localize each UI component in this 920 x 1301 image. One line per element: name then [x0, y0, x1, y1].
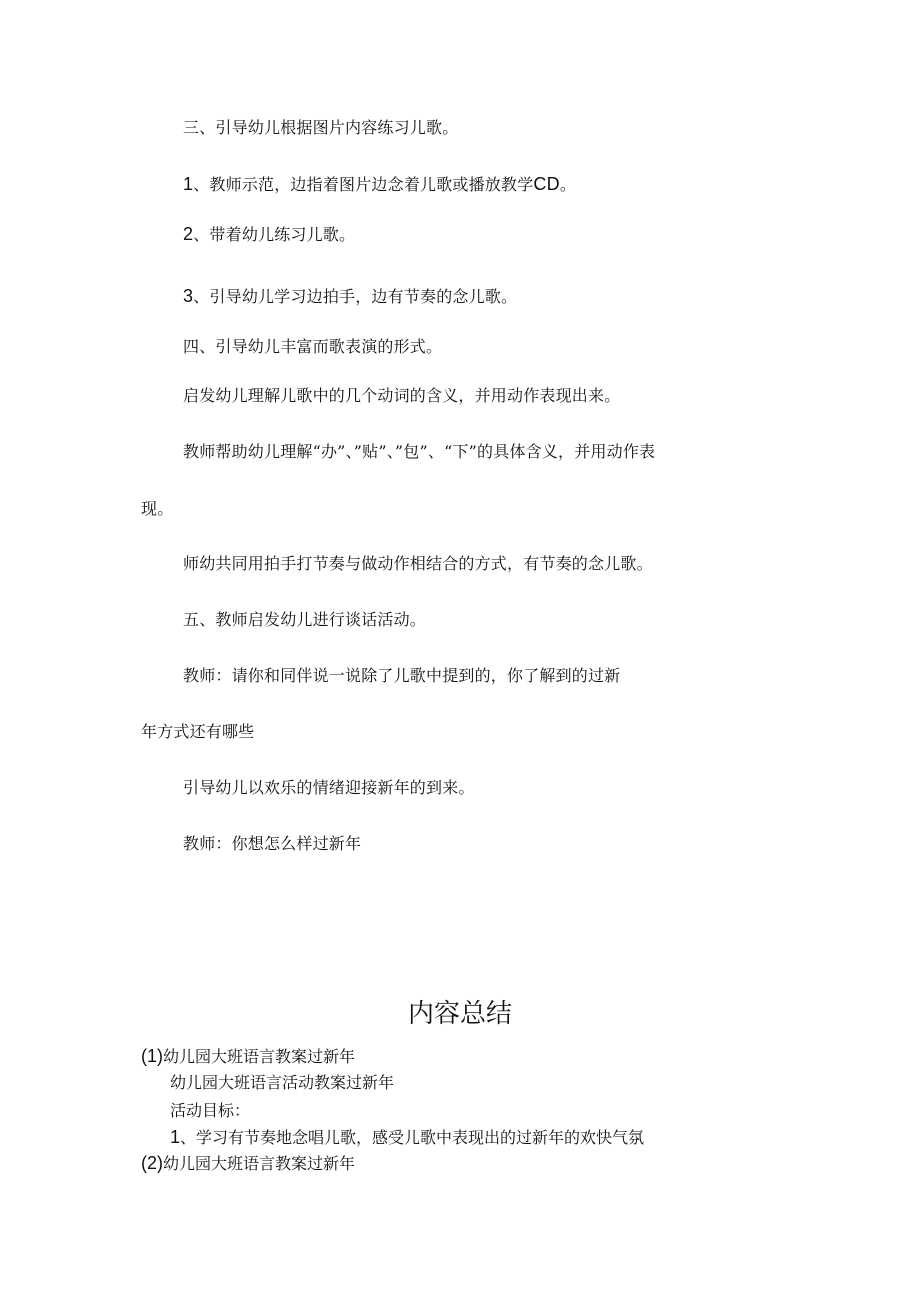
teacher-question1-line1: 教师：请你和同伴说一说除了儿歌中提到的，你了解到的过新 — [183, 666, 621, 685]
step2-number: 2 — [183, 224, 194, 244]
step1-number: 1 — [183, 174, 194, 194]
paragraph-verbs: 启发幼儿理解儿歌中的几个动词的含义，并用动作表现出来。 — [183, 386, 621, 405]
summary-item1-sub2: 活动目标： — [170, 1101, 251, 1120]
summary-item1 — [141, 1046, 355, 1067]
teacher-question1-line2: 年方式还有哪些 — [141, 722, 255, 741]
section5-heading: 五、教师启发幼儿进行谈话活动。 — [183, 610, 427, 629]
step1-line — [183, 174, 576, 195]
paragraph-help-line1: 教师帮助幼儿理解“办”、”贴”、”包”、“下”的具体含义，并用动作表 — [183, 442, 656, 461]
summary-item2-number: (2) — [141, 1153, 163, 1173]
step3-number: 3 — [183, 286, 194, 306]
summary-item1-sub3 — [170, 1127, 644, 1148]
summary-item1-sub3-text: 、学习有节奏地念唱儿歌，感受儿歌中表现出的过新年的欢快气氛 — [180, 1128, 645, 1147]
step2-text: 、带着幼儿练习儿歌。 — [193, 225, 356, 244]
summary-item2-text: 幼儿园大班语言教案过新年 — [163, 1154, 356, 1173]
summary-item1-number: (1) — [141, 1046, 163, 1066]
section4-heading: 四、引导幼儿丰富而歌表演的形式。 — [183, 337, 443, 356]
step3-line — [183, 286, 517, 307]
summary-item1-sub1: 幼儿园大班语言活动教案过新年 — [170, 1073, 395, 1092]
summary-item1-text: 幼儿园大班语言教案过新年 — [163, 1047, 356, 1066]
summary-item1-sub3-number: 1 — [170, 1127, 181, 1147]
section3-heading: 三、引导幼儿根据图片内容练习儿歌。 — [183, 118, 459, 137]
step1-text: 、教师示范，边指着图片边念着儿歌或播放教学 — [193, 175, 534, 194]
step1-cd: CD — [533, 174, 560, 194]
summary-item2 — [141, 1153, 355, 1174]
step3-text: 、引导幼儿学习边拍手，边有节奏的念儿歌。 — [193, 287, 518, 306]
guide-joy: 引导幼儿以欢乐的情绪迎接新年的到来。 — [183, 778, 475, 797]
summary-title: 内容总结 — [407, 999, 512, 1029]
paragraph-rhythm: 师幼共同用拍手打节奏与做动作相结合的方式，有节奏的念儿歌。 — [183, 554, 653, 573]
step2-line — [183, 224, 355, 245]
step1-end: 。 — [559, 175, 577, 194]
paragraph-help-line2: 现。 — [141, 499, 174, 518]
teacher-question2: 教师：你想怎么样过新年 — [183, 834, 362, 853]
